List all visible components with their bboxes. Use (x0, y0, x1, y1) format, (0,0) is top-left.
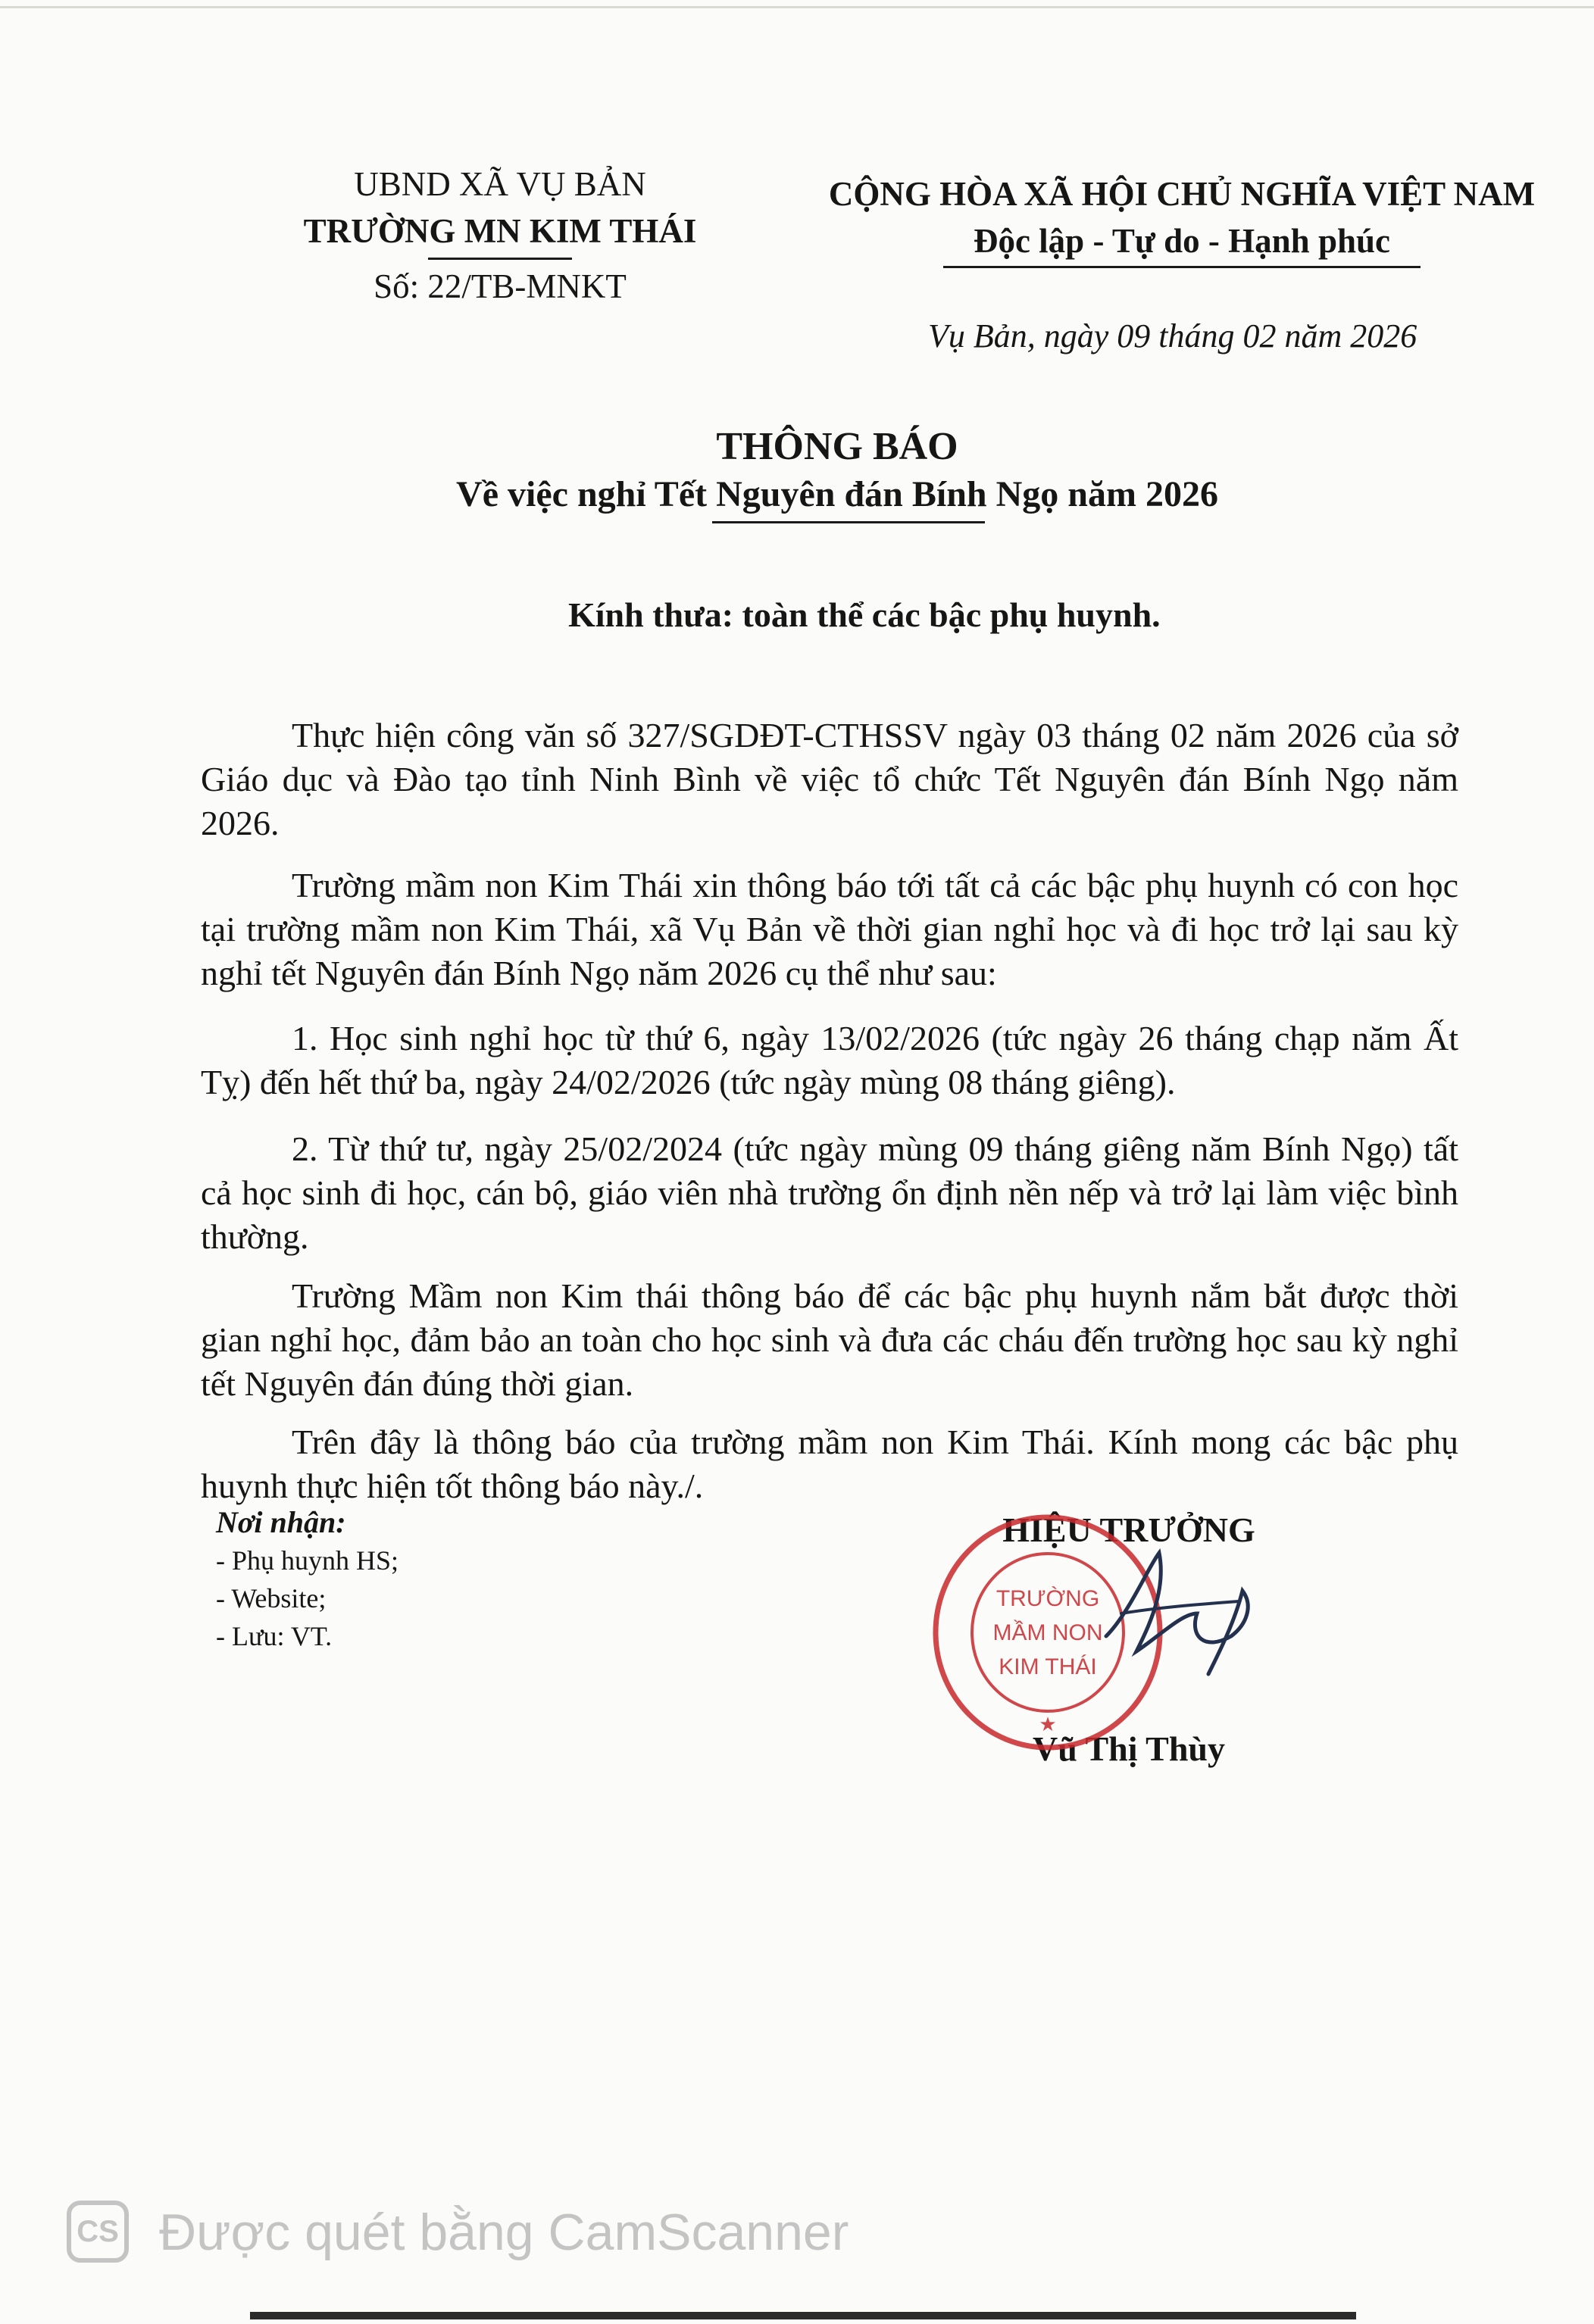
date-line: Vụ Bản, ngày 09 tháng 02 năm 2026 (928, 317, 1417, 355)
paragraph-item-1: 1. Học sinh nghỉ học từ thứ 6, ngày 13/02/2026 (tức ngày 26 tháng chạp năm Ất Tỵ) đến hết thứ ba, ngày 24/02/2026 (tức ngày mùng 08 tháng giêng). (201, 1019, 1458, 1101)
stamp-line: MẦM NON (992, 1620, 1103, 1645)
paragraph-closing: Trên đây là thông báo của trường mầm non Kim Thái. Kính mong các bậc phụ huynh thực hiện tốt thông báo này./. (201, 1423, 1458, 1505)
scanner-watermark: Được quét bằng CamScanner (159, 2204, 849, 2261)
scan-bottom-edge (250, 2312, 1356, 2319)
school-name: TRƯỜNG MN KIM THÁI (303, 212, 697, 250)
authority-name: UBND XÃ VỤ BẢN (354, 165, 646, 203)
paragraph-item-2: 2. Từ thứ tư, ngày 25/02/2024 (tức ngày mùng 09 tháng giêng năm Bính Ngọ) tất cả học sinh đi học, cán bộ, giáo viên nhà trường ổn định nền nếp và trở lại làm việc bình thường. (201, 1129, 1458, 1256)
recipients-heading: Nơi nhận: (216, 1505, 346, 1539)
nation-name: CỘNG HÒA XÃ HỘI CHỦ NGHĨA VIỆT NAM (828, 175, 1536, 213)
paragraph-announcement: Trường mầm non Kim Thái xin thông báo tới tất cả các bậc phụ huynh có con học tại trường mầm non Kim Thái, xã Vụ Bản về thời gian nghỉ học và đi học trở lại sau kỳ nghỉ tết Nguyên đán Bính Ngọ năm 2026 cụ thể như sau: (201, 866, 1458, 992)
recipient-item: - Phụ huynh HS; (216, 1545, 399, 1576)
signer-name: Vũ Thị Thùy (1032, 1729, 1226, 1768)
document-number: Số: 22/TB-MNKT (373, 267, 627, 305)
stamp-line: KIM THÁI (999, 1654, 1097, 1679)
camscanner-logo-icon: CS (67, 2201, 129, 2263)
header-right (788, 170, 1576, 268)
motto-underline (943, 266, 1421, 268)
school-name-underline (428, 258, 572, 260)
paragraph-reference: Thực hiện công văn số 327/SGDĐT-CTHSSV ngày 03 tháng 02 năm 2026 của sở Giáo dục và Đào tạo tỉnh Ninh Bình về việc tổ chức Tết Nguyên đán Bính Ngọ năm 2026. (201, 716, 1458, 842)
notice-title: THÔNG BÁO (716, 425, 958, 468)
signer-role: HIỆU TRƯỞNG (1002, 1510, 1255, 1549)
stamp-line: TRƯỜNG (995, 1586, 1100, 1611)
salutation: Kính thưa: toàn thể các bậc phụ huynh. (568, 595, 1161, 634)
national-motto: Độc lập - Tự do - Hạnh phúc (973, 222, 1391, 260)
stamp-star: ★ (1039, 1713, 1057, 1735)
scan-top-edge (0, 6, 1594, 8)
recipients-block (216, 1504, 746, 1655)
handwritten-signature (1076, 1523, 1273, 1689)
recipient-item: - Website; (216, 1583, 327, 1613)
recipient-item: - Lưu: VT. (216, 1621, 333, 1651)
notice-subtitle: Về việc nghỉ Tết Nguyên đán Bính Ngọ năm 2026 (456, 474, 1218, 514)
header-left (258, 161, 742, 310)
paragraph-purpose: Trường Mầm non Kim thái thông báo để các bậc phụ huynh nắm bắt được thời gian nghỉ học, đảm bảo an toàn cho học sinh và đưa các cháu đến trường học sau kỳ nghỉ tết Nguyên đán đúng thời gian. (201, 1276, 1458, 1403)
subtitle-underline (712, 521, 985, 523)
